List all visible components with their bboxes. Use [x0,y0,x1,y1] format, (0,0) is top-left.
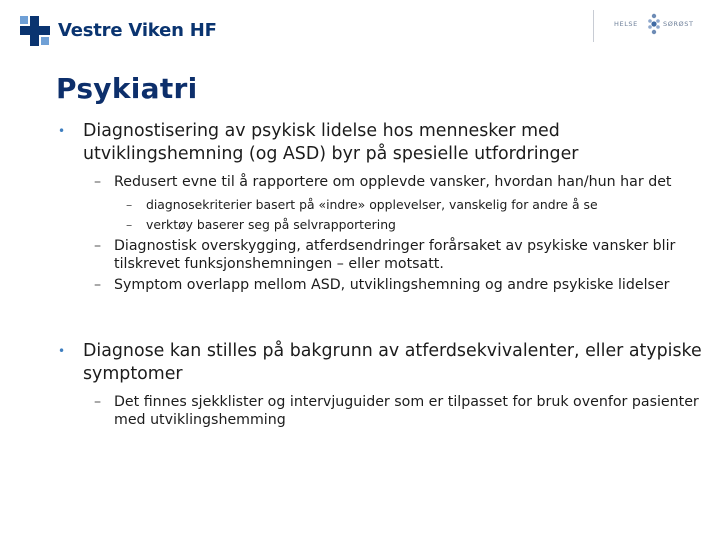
slide-content [56,120,706,429]
dash-icon: – [94,238,102,254]
bullet-level3 [56,216,706,233]
logo-text: Vestre Viken HF [58,20,217,41]
bullet-text: Diagnostisk overskygging, atferdsendringer forårsaket av psykiske vansker blir tilskrevet funksjonshemningen – eller motsatt. [114,238,676,272]
bullet-icon: • [58,124,66,138]
slide-header [0,0,720,62]
bullet-level1 [56,340,706,386]
vestre-viken-logo [18,14,217,48]
dash-icon: – [94,394,102,410]
bullet-text: Diagnostisering av psykisk lidelse hos mennesker med utviklingshemning (og ASD) byr på spesielle utfordringer [83,121,579,164]
helse-sorost-logo [614,12,706,40]
bullet-text: verktøy baserer seg på selvrapportering [146,217,396,232]
slide-title: Psykiatri [56,72,198,105]
bullet-level2 [56,237,706,273]
bullet-level2 [56,276,706,294]
dots-logo-icon [647,12,661,36]
bullet-text: Det finnes sjekklister og intervjuguider som er tilpasset for bruk ovenfor pasienter med utviklingshemming [114,394,699,428]
bullet-text: Diagnose kan stilles på bakgrunn av atferdsekvivalenter, eller atypiske symptomer [83,341,702,384]
bullet-text: Redusert evne til å rapportere om opplevde vansker, hvordan han/hun har det [114,174,672,190]
dash-icon: – [126,217,133,232]
dash-icon: – [126,197,133,212]
bullet-level2 [56,173,706,191]
bullet-icon: • [58,344,66,358]
bullet-level3 [56,196,706,213]
logo-word-left: HELSE [614,20,638,28]
header-divider [593,10,594,42]
bullet-level2 [56,393,706,429]
bullet-text: Symptom overlapp mellom ASD, utviklingshemning og andre psykiske lidelser [114,277,670,293]
dash-icon: – [94,174,102,190]
bullet-text: diagnosekriterier basert på «indre» opplevelser, vanskelig for andre å se [146,197,598,212]
dash-icon: – [94,277,102,293]
logo-word-right: SØRØST [663,20,694,28]
cross-logo-icon [18,14,52,48]
bullet-level1 [56,120,706,166]
